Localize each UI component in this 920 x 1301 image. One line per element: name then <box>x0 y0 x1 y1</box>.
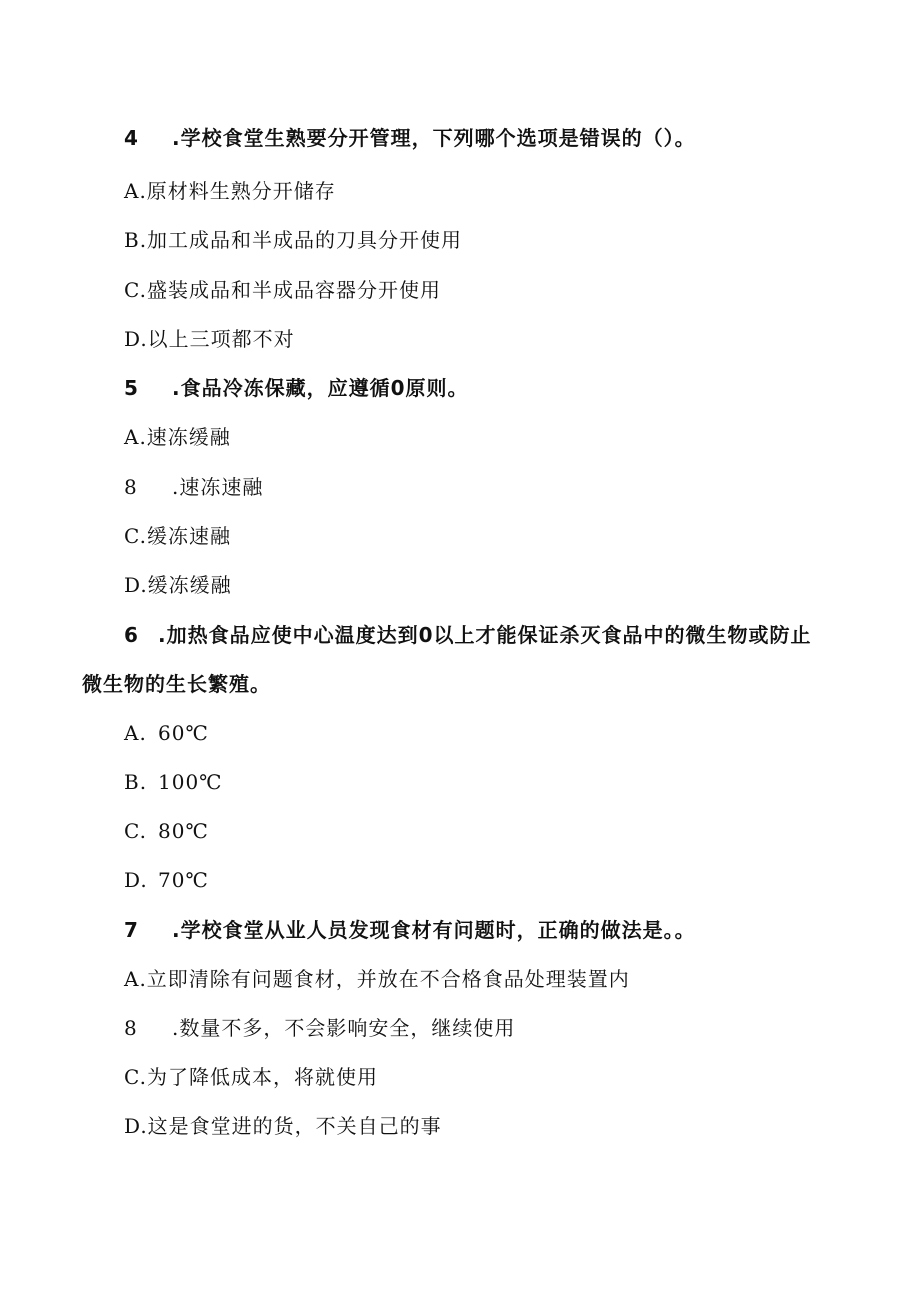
option-value: 80℃ <box>158 819 209 843</box>
option-number: 8 <box>124 475 138 499</box>
option-letter: A. <box>124 721 147 745</box>
question-6 <box>124 621 812 649</box>
option-value: 60℃ <box>158 721 209 745</box>
question-4 <box>124 124 696 152</box>
question-text: .学校食堂从业人员发现食材有问题时，正确的做法是。。 <box>172 918 696 942</box>
question-number: 4 <box>124 126 139 150</box>
option-d: D.缓冻缓融 <box>124 573 232 597</box>
question-number: 6 <box>124 623 139 647</box>
option-a: A.立即清除有问题食材，并放在不合格食品处理装置内 <box>124 967 630 991</box>
option-c <box>124 817 209 845</box>
option-b: B.加工成品和半成品的刀具分开使用 <box>124 228 463 252</box>
question-7 <box>124 916 696 944</box>
option-d: D.以上三项都不对 <box>124 327 295 351</box>
option-letter: C. <box>124 819 147 843</box>
option-letter: D. <box>124 868 148 892</box>
option-text: .速冻速融 <box>172 475 264 499</box>
option-b <box>124 473 263 501</box>
question-5 <box>124 374 469 402</box>
option-d <box>124 866 209 894</box>
option-c: C.为了降低成本，将就使用 <box>124 1065 378 1089</box>
question-6-continued: 微生物的生长繁殖。 <box>82 672 271 696</box>
option-value: 70℃ <box>158 868 209 892</box>
option-number: 8 <box>124 1016 138 1040</box>
option-c: C.盛装成品和半成品容器分开使用 <box>124 278 441 302</box>
option-a: A.速冻缓融 <box>124 425 231 449</box>
question-text: .加热食品应使中心温度达到0以上才能保证杀灭食品中的微生物或防止 <box>158 623 812 647</box>
option-b <box>124 1014 515 1042</box>
option-a <box>124 719 209 747</box>
question-number: 5 <box>124 376 139 400</box>
option-c: C.缓冻速融 <box>124 524 231 548</box>
option-value: 100℃ <box>158 770 223 794</box>
question-text: .学校食堂生熟要分开管理，下列哪个选项是错误的（）。 <box>172 126 696 150</box>
option-letter: B. <box>124 770 148 794</box>
option-d: D.这是食堂进的货，不关自己的事 <box>124 1114 442 1138</box>
option-b <box>124 768 223 796</box>
question-text: .食品冷冻保藏，应遵循0原则。 <box>172 376 469 400</box>
option-a: A.原材料生熟分开储存 <box>124 179 336 203</box>
option-text: .数量不多，不会影响安全，继续使用 <box>172 1016 516 1040</box>
question-number: 7 <box>124 918 139 942</box>
